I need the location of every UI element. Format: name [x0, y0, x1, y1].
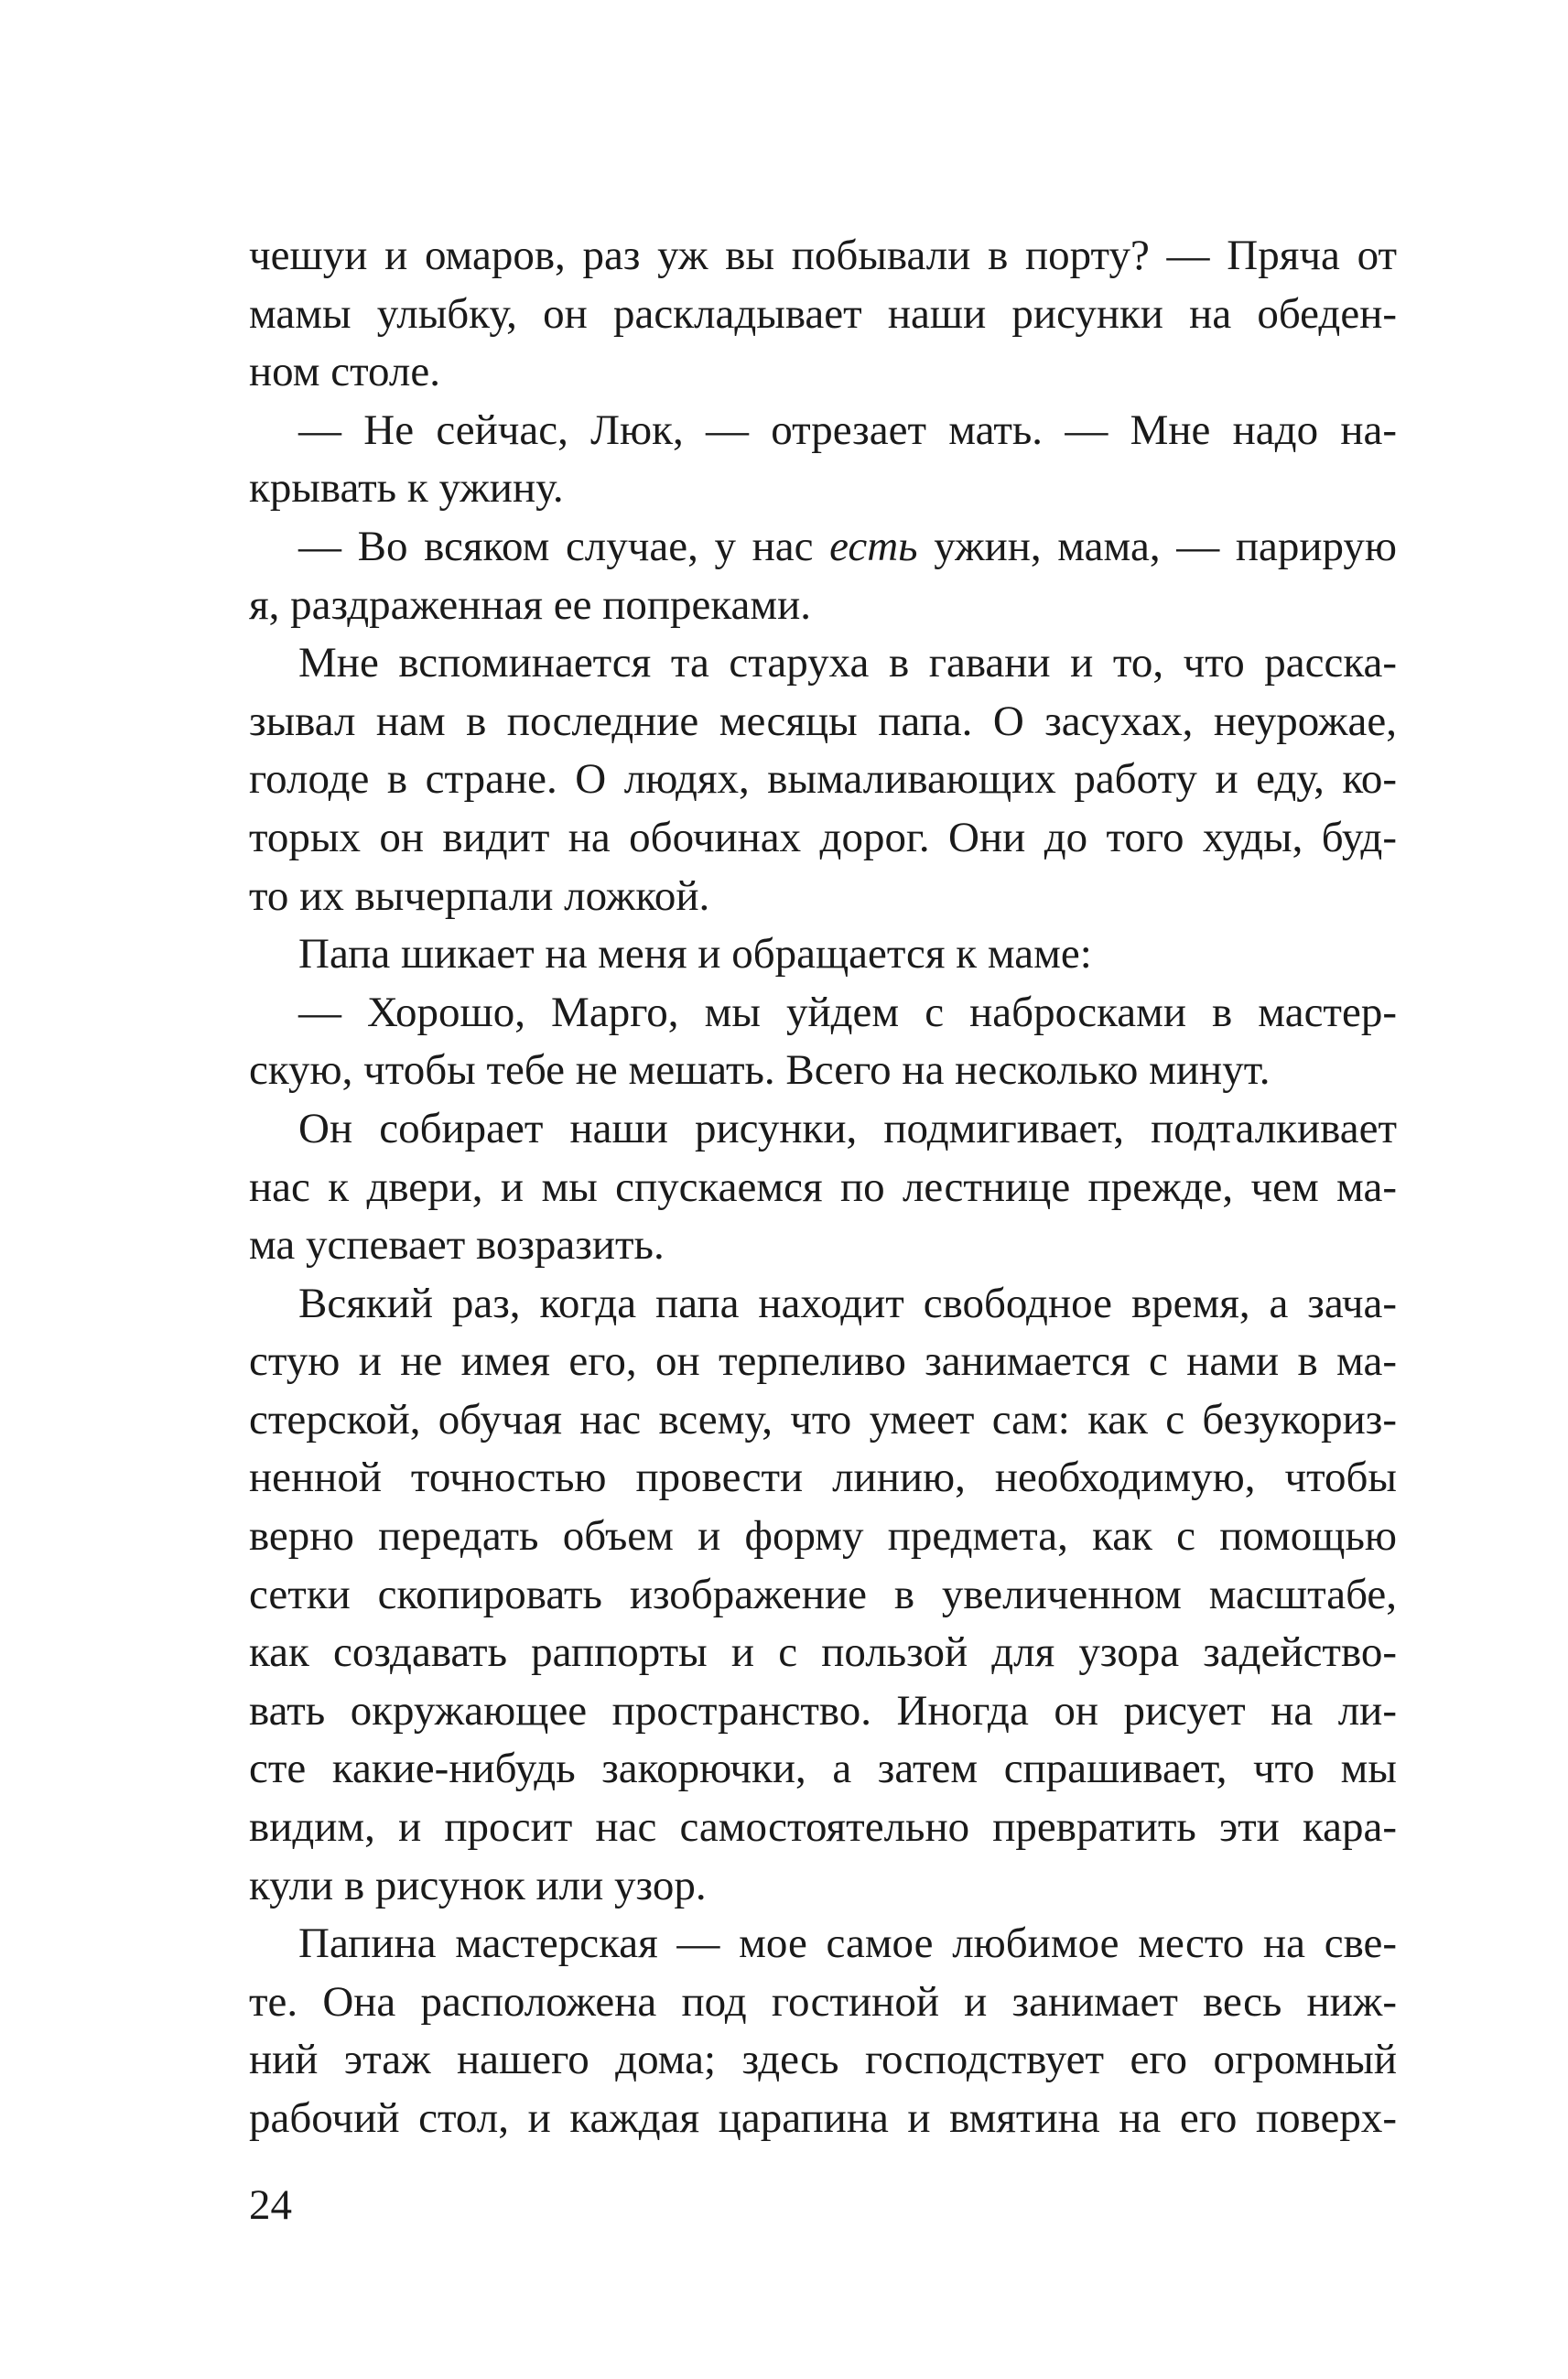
text-line: те. Она расположена под гостиной и занимает весь ниж-: [249, 1977, 1397, 2026]
text-line: крывать к ужину.: [249, 464, 564, 513]
text-line: ненной точностью провести линию, необходимую, чтобы: [249, 1454, 1397, 1502]
text-line: — Хорошо, Марго, мы уйдем с набросками в мастер-: [298, 988, 1397, 1036]
text-line: зывал нам в последние месяцы папа. О засухах, неурожае,: [249, 697, 1397, 745]
text-line: сетки скопировать изображение в увеличенном масштабе,: [249, 1570, 1397, 1618]
italic-emphasis: есть: [829, 522, 918, 570]
text-line: стую и не имея его, он терпеливо занимается с нами в ма-: [249, 1337, 1397, 1386]
text-line: голоде в стране. О людях, вымаливающих работу и еду, ко-: [249, 755, 1397, 804]
text-line: Он собирает наши рисунки, подмигивает, подталкивает: [298, 1104, 1397, 1152]
text-fragment: ужин, мама, — парирую: [917, 522, 1397, 570]
text-line: кули в рисунок или узор.: [249, 1861, 707, 1909]
text-line: Папа шикает на меня и обращается к маме:: [298, 930, 1092, 979]
text-line: Мне вспоминается та старуха в гавани и то, что расска-: [298, 639, 1397, 687]
text-line: я, раздраженная ее попреками.: [249, 580, 811, 629]
text-line: ний этаж нашего дома; здесь господствует его огромный: [249, 2036, 1397, 2084]
text-line: ном столе.: [249, 348, 440, 396]
text-line: скую, чтобы тебе не мешать. Всего на несколько минут.: [249, 1046, 1271, 1095]
text-line: сте какие-нибудь закорючки, а затем спрашивает, что мы: [249, 1745, 1397, 1793]
text-fragment: — Во всяком случае, у нас: [298, 522, 830, 570]
text-line: стерской, обучая нас всему, что умеет сам: как с безукориз-: [249, 1395, 1397, 1444]
text-line: видим, и просит нас самостоятельно превратить эти кара-: [249, 1803, 1397, 1852]
text-line: чешуи и омаров, раз уж вы побывали в порту? — Пряча от: [249, 232, 1397, 279]
text-line: как создавать раппорты и с пользой для узора задейство-: [249, 1628, 1397, 1677]
text-line: верно передать объем и форму предмета, как с помощью: [249, 1512, 1397, 1561]
text-line: нас к двери, и мы спускаемся по лестнице прежде, чем ма-: [249, 1162, 1397, 1211]
text-line: Всякий раз, когда папа находит свободное время, а зача-: [298, 1279, 1397, 1327]
page-number: 24: [249, 2181, 292, 2229]
text-line: вать окружающее пространство. Иногда он рисует на ли-: [249, 1686, 1397, 1735]
text-line: рабочий стол, и каждая царапина и вмятина на его поверх-: [249, 2094, 1397, 2142]
text-line: ма успевает возразить.: [249, 1221, 665, 1270]
text-line: торых он видит на обочинах дорог. Они до того худы, буд-: [249, 813, 1397, 861]
text-line: — Не сейчас, Люк, — отрезает мать. — Мне надо на-: [298, 406, 1397, 454]
text-line: Папина мастерская — мое самое любимое место на све-: [298, 1919, 1397, 1968]
text-line: [249, 518, 1397, 577]
text-line: то их вычерпали ложкой.: [249, 871, 710, 920]
body-text: [249, 227, 1397, 2148]
text-line: мамы улыбку, он раскладывает наши рисунки на обеден-: [249, 289, 1397, 338]
